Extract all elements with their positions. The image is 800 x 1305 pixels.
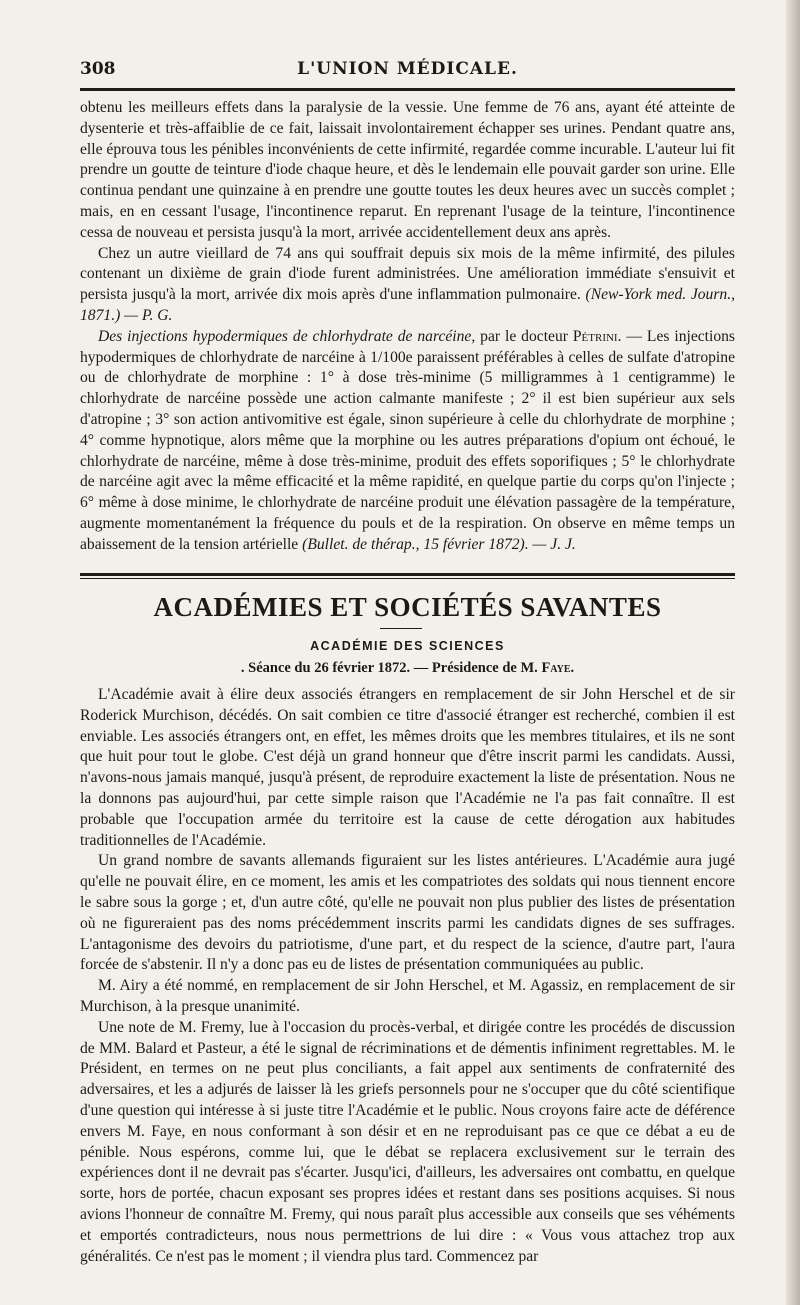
- session-line: [80, 660, 735, 677]
- page-edge-shadow: [786, 0, 800, 1305]
- paragraph: Un grand nombre de savants allemands figuraient sur les listes antérieures. L'Académie aura jugé qu'elle ne pouvait élire, en ce moment, les amis et les compatriotes des soldats qui nous tiennent encore le sabre sous la gorge ; et, d'un autre côté, qu'elle ne pouvait non plus publier des listes de présentation où ne figureraient pas des noms précédemment inscrits parmi les candidats dignes de ses suffrages. L'antagonisme des devoirs du patriotisme, d'une part, et du respect de la science, d'autre part, l'aura forcée de s'abstenir. Il n'y a donc pas eu de listes de présentation communiquées au public.: [80, 852, 735, 974]
- author-name: Pétrini: [572, 327, 618, 345]
- paragraph-text: Chez un autre vieillard de 74 ans qui souffrait depuis six mois de la même infirmité, des pilules contenant un dixième de grain d'iode furent administrées. Une amélioration immédiate s'ensuivit et persista jusqu'à la mort, arrivée dix mois après d'une inflammation pulmonaire.: [80, 244, 735, 304]
- section-heading: ACADÉMIES ET SOCIÉTÉS SAVANTES: [153, 592, 662, 622]
- paragraph-text: obtenu les meilleurs effets dans la paralysie de la vessie. Une femme de 76 ans, ayant été atteinte de dysenterie et très-affaiblie de ce fait, laissait involontairement échapper ses urines. Pendant quatre ans, elle éprouva tous les pénibles inconvénients de cette infirmité, regardée comme incurable. L'auteur lui fit prendre un goutte de teinture d'iode chaque heure, et dès le lendemain elle pouvait garder son urine. Elle continua pendant une quinzaine à en prendre une goutte toutes les deux heures avec un succès complet ; mais, en en cessant l'usage, l'incontinence reparut. En reprenant l'usage de la teinture, l'incontinence cessa de nouveau et persista jusqu'à la mort, arrivée accidentellement deux ans après.: [80, 99, 735, 241]
- page-header: [80, 56, 735, 82]
- president-name: Faye: [541, 660, 571, 676]
- paragraph: L'Académie avait à élire deux associés étrangers en remplacement de sir John Herschel et de sir Roderick Murchison, décédés. On sait combien ce titre d'associé étranger est recherché, combien il est enviable. Les associés étrangers ont, en effet, les mêmes droits que les membres titulaires, et ils ne sont que huit pour tout le globe. C'est déjà un grand honneur que d'être inscrit parmi les candidats. Aussi, n'avons-nous jamais manqué, jusqu'à présent, de reproduire exactement la liste de présentation. Nous ne la donnons pas aujourd'hui, par cette simple raison que l'Académie ne l'a pas fait connaître. Il est probable que l'occupation armée du territoire est la cause de cette dérogation aux habitudes traditionnelles de l'Académie.: [80, 686, 735, 849]
- short-rule: [380, 628, 422, 629]
- session-text: .: [570, 660, 575, 676]
- article-title: Des injections hypodermiques de chlorhydrate de narcéine,: [98, 327, 476, 345]
- paragraph: Une note de M. Fremy, lue à l'occasion du procès-verbal, et dirigée contre les procédés de discussion de MM. Balard et Pasteur, a été le signal de récriminations et de démentis infiniment regrettables. M. le Président, en termes on ne peut plus conciliants, a fait appel aux sentiments de confraternité des adversaires, et les a adjurés de laisser là les griefs personnels pour ne s'occuper que du côté scientifique d'une question qui intéresse à si juste titre l'Académie et le public. Nous croyons faire acte de déférence envers M. Faye, en nous conformant à son désir et en ne reproduisant pas ce que ce débat a eu de pénible. Nous espérons, comme lui, que le débat se replacera exclusivement sur le terrain des expériences dont il ne devrait pas s'écarter. Jusqu'ici, d'ailleurs, les adversaires ont combattu, en quelque sorte, hors de portée, chacun exposant ses propres idées et restant dans ses positions acquises. Si nous avions l'honneur de connaître M. Fremy, qui nous paraît plus accessible aux conseils que ses véhéments et emportés contradicteurs, nous nous permettrions de lui dire : « Vous vous attachez trop aux généralités. Ce n'est pas le moment ; il viendra plus tard. Commencez par: [80, 1018, 735, 1265]
- citation: (Bullet. de thérap., 15 février 1872). — J. J.: [302, 535, 576, 553]
- text-block-bottom: [80, 685, 735, 1267]
- session-text: . Séance du 26 février 1872. — Présidence de M.: [240, 660, 542, 676]
- paragraph: M. Airy a été nommé, en remplacement de sir John Herschel, et M. Agassiz, en remplacement de sir Murchison, à la presque unanimité.: [80, 977, 735, 1015]
- citation: (New-York med. Journ., 1871.) — P. G.: [80, 286, 736, 324]
- sub-heading: ACADÉMIE DES SCIENCES: [310, 639, 505, 653]
- paragraph-text: par le docteur: [475, 327, 573, 345]
- section-rule-thick: [80, 573, 735, 576]
- paragraph: [80, 327, 735, 556]
- page-number: 308: [80, 59, 116, 79]
- running-title: L'UNION MÉDICALE.: [297, 59, 518, 79]
- section-rule-thin: [80, 578, 735, 579]
- text-block-top: [80, 98, 735, 556]
- header-rule: [80, 88, 735, 91]
- paragraph: [80, 98, 735, 244]
- paragraph: [80, 244, 735, 327]
- paragraph-text: . — Les injections hypodermiques de chlorhydrate de narcéine à 1/100e paraissent préférables à celles de sulfate d'atropine ou de chlorhydrate de morphine : 1° à dose très-minime (5 milligrammes à 1 centigramme) le chlorhydrate de narcéine possède une action calmante manifeste ; 2° il est bien supérieur aux sels d'atropine ; 3° son action antivomitive est égale, sinon supérieure à celle du chlorhydrate de morphine ; 4° comme hypnotique, alors même que la morphine ou les autres préparations d'opium ont échoué, le chlorhydrate de narcéine, même à dose très-minime, produit des effets soporifiques ; 5° le chlorhydrate de narcéine agit avec la même efficacité et la même rapidité, en quelque partie du corps qu'on l'injecte ; 6° même à dose minime, le chlorhydrate de narcéine produit une élévation passagère de la température, augmente momentanément la fréquence du pouls et de la respiration. On observe en même temps un abaissement de la tension artérielle: [80, 327, 735, 553]
